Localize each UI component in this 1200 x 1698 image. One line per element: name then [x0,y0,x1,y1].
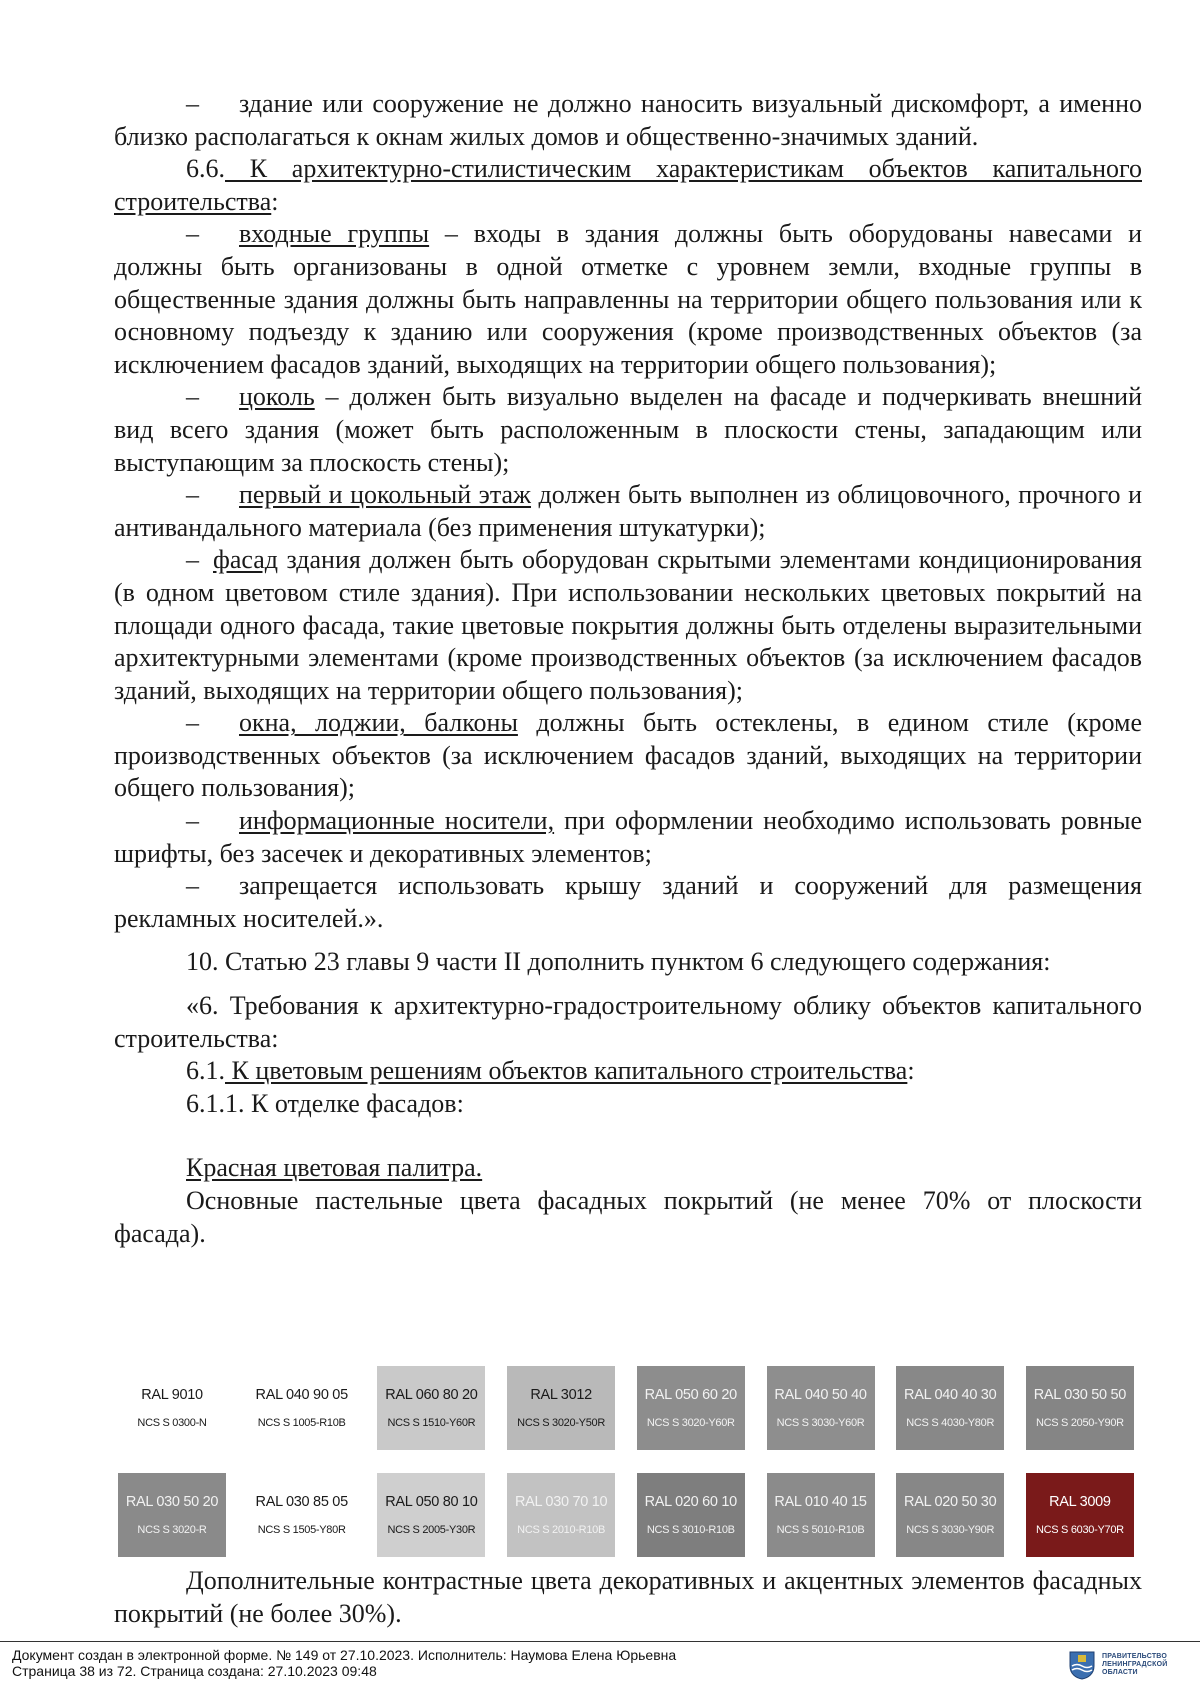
palette-heading: Красная цветовая палитра. [186,1153,483,1183]
swatch-ncs-label: NCS S 3030-Y60R [776,1417,865,1429]
swatch-ncs-label: NCS S 3010-R10B [646,1524,735,1536]
swatch-ncs-label: NCS S 1005-R10B [257,1417,346,1429]
color-swatch [896,1366,1004,1450]
swatch-ral-label: RAL 040 40 30 [904,1387,997,1403]
section-title-6-6: К архитектурно-стилистическим характеристикам объектов капитального строительства [114,154,1142,216]
paragraph-plinth: – цоколь – должен быть визуально выделен на фасаде и подчеркивать внешний вид всего здания (может быть расположенным в плоскости стены, западающим или выступающим за плоскость стены); [114,382,1142,477]
swatch-ncs-label: NCS S 3020-R [137,1524,207,1536]
paragraph-visual-discomfort: – здание или сооружение не должно наносить визуальный дискомфорт, а именно близко располагаться к окнам жилых домов и общественно-значимых зданий. [114,89,1142,151]
document-body [114,88,1142,1250]
swatch-ncs-label: NCS S 2050-Y90R [1035,1417,1124,1429]
swatch-ral-label: RAL 020 60 10 [644,1494,737,1510]
swatch-ral-label: RAL 030 70 10 [514,1494,608,1510]
color-swatch [1026,1473,1134,1557]
swatch-ral-label: RAL 030 50 50 [1033,1387,1127,1403]
swatch-ncs-label: NCS S 2010-R10B [517,1524,605,1536]
color-swatch [1026,1366,1134,1450]
swatch-ncs-label: NCS S 3020-Y60R [646,1417,735,1429]
swatch-ral-label: RAL 040 90 05 [255,1387,348,1403]
paragraph-ground-floor: – первый и цокольный этаж должен быть выполнен из облицовочного, прочного и антивандального материала (без применения штукатурки); [114,480,1142,542]
gov-logo: ПРАВИТЕЛЬСТВО ЛЕНИНГРАДСКОЙ ОБЛАСТИ [1068,1650,1167,1680]
swatch-ncs-label: NCS S 1505-Y80R [257,1524,346,1536]
swatch-ral-label: RAL 030 50 20 [125,1494,219,1510]
swatch-ral-label: RAL 020 50 30 [904,1494,997,1510]
swatch-ral-label: RAL 050 60 20 [644,1387,737,1403]
color-swatch [896,1473,1004,1557]
swatch-ncs-label: NCS S 5010-R10B [776,1524,865,1536]
paragraph-facade: – фасад здания должен быть оборудован скрытыми элементами кондиционирования (в одном цветовом стиле здания). При использовании нескольких цветовых покрытий на площади одного фасада, такие цветовые покрытия должны быть отделены выразительными архитектурными элементами (кроме производственных объектов (за исключением фасадов зданий, выходящих на территории общего пользования); [114,545,1142,705]
paragraph-6-1-1: 6.1.1. К отделке фасадов: [186,1088,464,1118]
paragraph-entrance-groups: – входные группы – входы в здания должны быть оборудованы навесами и должны быть организованы в одной отметке с уровнем земли, входные группы в общественные здания должны быть направленны на территории общего пользования или к основному подъезду к зданию или сооружения (кроме производственных объектов (за исключением фасадов зданий, выходящих на территории общего пользования); [114,219,1142,379]
color-swatch [637,1473,745,1557]
swatch-ncs-label: NCS S 0300-N [137,1417,207,1429]
paragraph-main-colors: Основные пастельные цвета фасадных покрытий (не менее 70% от плоскости фасада). [114,1186,1142,1248]
color-swatch [767,1366,875,1450]
swatch-ral-label: RAL 050 80 10 [385,1494,478,1510]
color-swatch [767,1473,875,1557]
footer [12,1647,676,1679]
color-swatch [248,1366,356,1450]
swatch-ral-label: RAL 030 85 05 [255,1494,348,1510]
footer-document-info: Документ создан в электронной форме. № 149 от 27.10.2023. Исполнитель: Наумова Елена Юрьевна [12,1647,677,1663]
paragraph-accent-colors: Дополнительные контрастные цвета декоративных и акцентных элементов фасадных покрытий (не более 30%). [114,1566,1142,1628]
color-swatch [507,1473,615,1557]
paragraph-windows: – окна, лоджии, балконы должны быть остеклены, в едином стиле (кроме производственных объектов (за исключением фасадов зданий, выходящих на территории общего пользования); [114,708,1142,803]
color-swatch [118,1473,226,1557]
paragraph-6-1: 6.1. К цветовым решениям объектов капитального строительства: [186,1056,915,1086]
footer-page-info: Страница 38 из 72. Страница создана: 27.10.2023 09:48 [12,1663,377,1679]
swatch-ncs-label: NCS S 2005-Y30R [387,1524,476,1536]
swatch-ncs-label: NCS S 4030-Y80R [906,1417,995,1429]
document-body-bottom [114,1565,1142,1630]
swatch-ral-label: RAL 060 80 20 [385,1387,478,1403]
paragraph-requirements-6: «6. Требования к архитектурно-градостроительному облику объектов капитального строительства: [114,991,1142,1053]
color-swatch [377,1366,485,1450]
paragraph-info-carriers: – информационные носители, при оформлении необходимо использовать ровные шрифты, без засечек и декоративных элементов; [114,806,1142,868]
swatch-ncs-label: NCS S 3030-Y90R [906,1524,995,1536]
color-swatch [507,1366,615,1450]
footer-divider [0,1641,1200,1642]
paragraph-6-6: 6.6. К архитектурно-стилистическим характеристикам объектов капитального строительства: [114,154,1142,216]
paragraph-article-23: 10. Статью 23 главы 9 части II дополнить пунктом 6 следующего содержания: [186,947,1051,977]
swatch-ral-label: RAL 3009 [1049,1494,1111,1510]
color-swatch [248,1473,356,1557]
paragraph-roof-ads: – запрещается использовать крышу зданий и сооружений для размещения рекламных носителей.». [114,871,1142,933]
swatch-ral-label: RAL 9010 [141,1387,203,1403]
section-title-6-1: К цветовым решениям объектов капитального строительства [225,1056,908,1086]
swatch-ral-label: RAL 3012 [530,1387,592,1403]
swatch-ncs-label: NCS S 3020-Y50R [517,1417,605,1429]
color-swatch [118,1366,226,1450]
swatch-ncs-label: NCS S 6030-Y70R [1035,1524,1124,1536]
color-swatch [637,1366,745,1450]
swatch-ral-label: RAL 010 40 15 [774,1494,867,1510]
swatch-ral-label: RAL 040 50 40 [774,1387,867,1403]
color-swatch [377,1473,485,1557]
leningrad-oblast-emblem-icon [1068,1650,1096,1680]
swatch-ncs-label: NCS S 1510-Y60R [387,1417,476,1429]
